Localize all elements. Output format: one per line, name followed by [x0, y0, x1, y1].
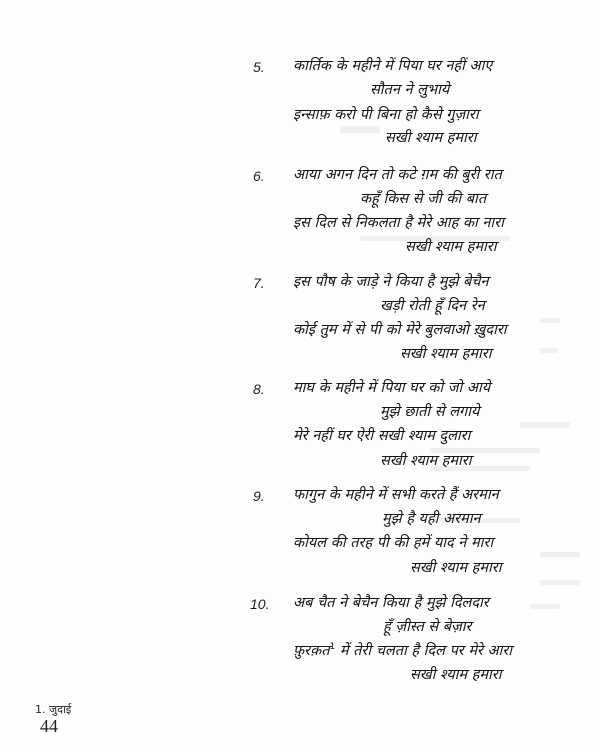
verse-line: इस दिल से निकलता है मेरे आह का नारा [293, 215, 504, 231]
verse-fragment: में तेरी चलता है दिल पर मेरे आरा [339, 643, 513, 659]
bleed-through-mark [340, 126, 380, 133]
verse-line: खड़ी रोती हूँ दिन रेन [380, 298, 485, 314]
stanza-number: 7. [253, 275, 265, 291]
stanza-number: 10. [250, 596, 270, 612]
verse-line: मुझे छाती से लगाये [380, 404, 480, 420]
footnote-marker: 1 [329, 642, 336, 653]
refrain-line: सखी श्याम हमारा [380, 453, 472, 469]
bleed-through-mark [540, 348, 558, 353]
verse-line: मुझे है यही अरमान [382, 511, 481, 527]
bleed-through-mark [540, 580, 580, 585]
verse-line: मेरे नहीं घर ऐरी सखी श्याम दुलारा [293, 428, 471, 444]
bleed-through-mark [540, 318, 560, 323]
verse-line: फागुन के महीने में सभी करते हैं अरमान [293, 487, 499, 503]
bleed-through-mark [530, 604, 560, 609]
refrain-line: सखी श्याम हमारा [410, 667, 502, 683]
bleed-through-mark [520, 422, 570, 428]
verse-line: माघ के महीने में पिया घर को जो आये [293, 380, 491, 396]
verse-line: कहूँ किस से जी की बात [360, 191, 487, 207]
verse-word: फ़ुरक़त [293, 643, 330, 659]
verse-line: कार्तिक के महीने में पिया घर नहीं आए [293, 58, 493, 74]
verse-line: कोयल की तरह पी की हमें याद ने मारा [293, 535, 494, 551]
footnote: 1. जुदाई [35, 703, 72, 716]
verse-line: आया अगन दिन तो कटे ग़म की बुरी रात [293, 167, 502, 183]
verse-line: इन्साफ़ करो पी बिना हो कैसे गुज़ारा [293, 107, 479, 123]
stanza-number: 6. [253, 168, 265, 184]
verse-line: अब चैत ने बेचैन किया है मुझे दिलदार [293, 595, 489, 611]
verse-line: कोई तुम में से पी को मेरे बुलवाओ ख़ुदारा [293, 322, 507, 338]
page-number: 44 [40, 716, 58, 736]
refrain-line: सखी श्याम हमारा [410, 560, 502, 576]
stanza-number: 8. [253, 381, 265, 397]
bleed-through-mark [540, 552, 580, 557]
stanza-number: 9. [253, 488, 265, 504]
verse-line: हूँ ज़ीस्त से बेज़ार [383, 619, 472, 635]
verse-line: सौतन ने लुभाये [370, 82, 450, 98]
refrain-line: सखी श्याम हमारा [385, 130, 477, 146]
verse-line: इस पौष के जाड़े ने किया है मुझे बेचैन [293, 274, 489, 290]
refrain-line: सखी श्याम हमारा [400, 346, 492, 362]
stanza-number: 5. [253, 59, 265, 75]
verse-line [293, 640, 512, 660]
refrain-line: सखी श्याम हमारा [405, 239, 497, 255]
